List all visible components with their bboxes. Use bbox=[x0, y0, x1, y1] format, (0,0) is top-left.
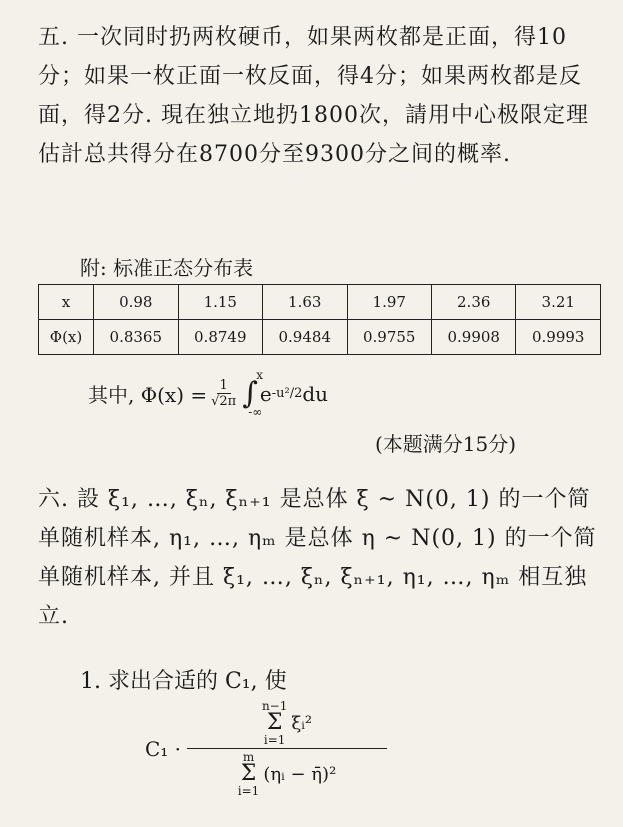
table-cell: 0.8365 bbox=[94, 320, 178, 355]
normal-distribution-table bbox=[38, 284, 601, 355]
integral-sign: ∫ x -∞ bbox=[242, 368, 264, 419]
formula-integrand: e bbox=[259, 381, 272, 406]
table-cell: 2.36 bbox=[431, 285, 515, 320]
table-row bbox=[39, 320, 601, 355]
table-cell: 0.9908 bbox=[431, 320, 515, 355]
table-cell: 1.63 bbox=[263, 285, 347, 320]
ratio-denominator bbox=[238, 751, 337, 797]
table-cell: 0.9755 bbox=[347, 320, 431, 355]
formula-fraction bbox=[211, 378, 236, 409]
den-term: (ηᵢ − η̄)² bbox=[263, 763, 337, 785]
table-header-phi: Φ(x) bbox=[39, 320, 94, 355]
num-sum-lower: i=1 bbox=[263, 733, 286, 747]
ratio-numerator bbox=[262, 700, 312, 746]
table-cell: 1.97 bbox=[347, 285, 431, 320]
num-sum-symbol: Σ bbox=[266, 710, 283, 735]
score-note: (本题满分15分) bbox=[375, 432, 517, 456]
table-cell: 0.98 bbox=[94, 285, 178, 320]
formula-du: du bbox=[302, 381, 329, 406]
table-header-x: x bbox=[39, 285, 94, 320]
phi-formula bbox=[88, 368, 329, 419]
problem-5-text: 五. 一次同时扔两枚硬币，如果两枚都是正面，得10分；如果一枚正面一枚反面，得4分；如果两枚都是反面，得2分. 現在独立地扔1800次，請用中心极限定理估計总共得分在8700分至9300分之间的概率. bbox=[38, 25, 589, 167]
appendix-title: 附: 标准正态分布表 bbox=[80, 256, 254, 280]
fraction-bar bbox=[187, 748, 387, 749]
table-cell: 0.9993 bbox=[516, 320, 601, 355]
table-cell: 1.15 bbox=[178, 285, 262, 320]
problem-6-text: 六. 設 ξ₁, …, ξₙ, ξₙ₊₁ 是总体 ξ ~ N(0, 1) 的一个简单随机样本, η₁, …, ηₘ 是总体 η ~ N(0, 1) 的一个简单随机样本, 并且 ξ₁, …, ξₙ, ξₙ₊₁, η₁, …, ηₘ 相互独立. bbox=[38, 487, 597, 629]
den-sum-upper: m bbox=[242, 750, 255, 764]
table-cell: 3.21 bbox=[516, 285, 601, 320]
formula-frac-num: 1 bbox=[217, 378, 231, 394]
den-sum-symbol: Σ bbox=[240, 761, 257, 786]
subquestion-1: 1. 求出合适的 C₁, 使 bbox=[80, 669, 287, 694]
ratio-coefficient: C₁ · bbox=[145, 736, 182, 761]
table-cell: 0.9484 bbox=[263, 320, 347, 355]
ratio-fraction bbox=[187, 700, 387, 797]
formula-lead: 其中, Φ(x) = bbox=[88, 383, 208, 407]
formula-frac-den: √2π bbox=[211, 394, 237, 409]
num-term: ξᵢ² bbox=[291, 712, 313, 734]
num-sum-upper: n−1 bbox=[261, 699, 288, 713]
integral-upper-limit: x bbox=[256, 368, 264, 382]
formula-exponent: -u²/2 bbox=[271, 386, 303, 401]
table-row bbox=[39, 285, 601, 320]
table-cell: 0.8749 bbox=[178, 320, 262, 355]
ratio-expression bbox=[145, 700, 387, 797]
integral-lower-limit: -∞ bbox=[248, 405, 263, 419]
den-sum-lower: i=1 bbox=[237, 784, 260, 798]
